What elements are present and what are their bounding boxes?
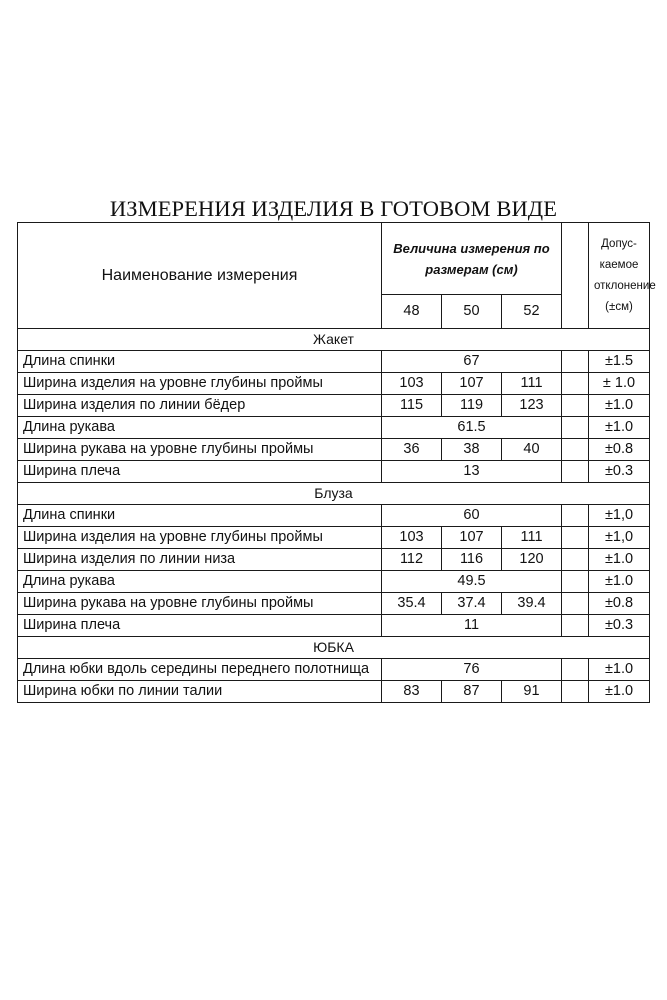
column-gap	[562, 351, 589, 373]
section-title: Жакет	[18, 329, 650, 351]
measurement-value: 107	[442, 373, 502, 395]
measurement-name: Длина рукава	[18, 571, 382, 593]
measurement-value: 60	[382, 505, 562, 527]
measurement-value: 67	[382, 351, 562, 373]
measurement-value: 83	[382, 681, 442, 703]
tolerance-value: ±1.5	[589, 351, 650, 373]
measurement-value: 103	[382, 373, 442, 395]
measurement-value: 61.5	[382, 417, 562, 439]
column-gap	[562, 439, 589, 461]
column-gap	[562, 681, 589, 703]
header-size-group: Величина измерения по размерам (см)	[382, 223, 562, 295]
table-row	[18, 527, 650, 549]
table-row	[18, 351, 650, 373]
column-gap	[562, 571, 589, 593]
measurement-value: 11	[382, 615, 562, 637]
column-gap	[562, 615, 589, 637]
measurement-value: 49.5	[382, 571, 562, 593]
column-gap	[562, 373, 589, 395]
header-gap	[562, 223, 589, 329]
measurement-name: Ширина изделия по линии низа	[18, 549, 382, 571]
measurement-value: 40	[502, 439, 562, 461]
measurement-value: 123	[502, 395, 562, 417]
measurement-name: Длина юбки вдоль середины переднего полотнища	[18, 659, 382, 681]
tolerance-value: ± 1.0	[589, 373, 650, 395]
measurement-value: 119	[442, 395, 502, 417]
tolerance-value: ±1.0	[589, 549, 650, 571]
measurement-name: Ширина юбки по линии талии	[18, 681, 382, 703]
measurement-name: Ширина рукава на уровне глубины проймы	[18, 439, 382, 461]
measurement-value: 36	[382, 439, 442, 461]
table-row	[18, 461, 650, 483]
table-row	[18, 593, 650, 615]
table-row	[18, 505, 650, 527]
header-name: Наименование измерения	[18, 223, 382, 329]
measurement-value: 111	[502, 527, 562, 549]
column-gap	[562, 549, 589, 571]
column-gap	[562, 417, 589, 439]
tolerance-value: ±0.8	[589, 593, 650, 615]
table-row	[18, 373, 650, 395]
measurement-value: 91	[502, 681, 562, 703]
measurement-name: Длина спинки	[18, 505, 382, 527]
tolerance-value: ±1.0	[589, 659, 650, 681]
column-gap	[562, 461, 589, 483]
section-title: Блуза	[18, 483, 650, 505]
table-row	[18, 615, 650, 637]
measurement-value: 87	[442, 681, 502, 703]
measurement-value: 39.4	[502, 593, 562, 615]
table-row	[18, 417, 650, 439]
measurement-name: Ширина изделия по линии бёдер	[18, 395, 382, 417]
measurement-value: 120	[502, 549, 562, 571]
tolerance-value: ±1.0	[589, 571, 650, 593]
table-row	[18, 571, 650, 593]
tolerance-value: ±0.3	[589, 461, 650, 483]
measurement-value: 37.4	[442, 593, 502, 615]
measurement-value: 112	[382, 549, 442, 571]
table-row	[18, 549, 650, 571]
page-title: ИЗМЕРЕНИЯ ИЗДЕЛИЯ В ГОТОВОМ ВИДЕ	[109, 196, 558, 221]
measurement-value: 103	[382, 527, 442, 549]
measurement-value: 107	[442, 527, 502, 549]
section-title: ЮБКА	[18, 637, 650, 659]
header-size-52: 52	[502, 295, 562, 329]
column-gap	[562, 505, 589, 527]
table-row	[18, 681, 650, 703]
column-gap	[562, 659, 589, 681]
measurement-name: Ширина плеча	[18, 615, 382, 637]
measurement-name: Длина спинки	[18, 351, 382, 373]
measurement-value: 111	[502, 373, 562, 395]
measurement-name: Ширина рукава на уровне глубины проймы	[18, 593, 382, 615]
table-row	[18, 395, 650, 417]
header-tolerance: Допус-каемое отклонение (±см)	[589, 223, 650, 329]
column-gap	[562, 395, 589, 417]
tolerance-value: ±0.3	[589, 615, 650, 637]
table-row	[18, 439, 650, 461]
measurement-name: Длина рукава	[18, 417, 382, 439]
column-gap	[562, 593, 589, 615]
measurement-value: 76	[382, 659, 562, 681]
tolerance-value: ±1.0	[589, 681, 650, 703]
tolerance-value: ±1,0	[589, 527, 650, 549]
tolerance-value: ±1.0	[589, 417, 650, 439]
measurements-table	[17, 222, 656, 703]
tolerance-value: ±1,0	[589, 505, 650, 527]
table-row	[18, 659, 650, 681]
tolerance-value: ±0.8	[589, 439, 650, 461]
measurement-value: 13	[382, 461, 562, 483]
measurement-value: 38	[442, 439, 502, 461]
column-gap	[562, 527, 589, 549]
measurement-value: 116	[442, 549, 502, 571]
header-size-50: 50	[442, 295, 502, 329]
measurement-name: Ширина изделия на уровне глубины проймы	[18, 527, 382, 549]
measurement-value: 115	[382, 395, 442, 417]
measurement-name: Ширина изделия на уровне глубины проймы	[18, 373, 382, 395]
measurement-name: Ширина плеча	[18, 461, 382, 483]
measurement-value: 35.4	[382, 593, 442, 615]
header-size-48: 48	[382, 295, 442, 329]
tolerance-value: ±1.0	[589, 395, 650, 417]
